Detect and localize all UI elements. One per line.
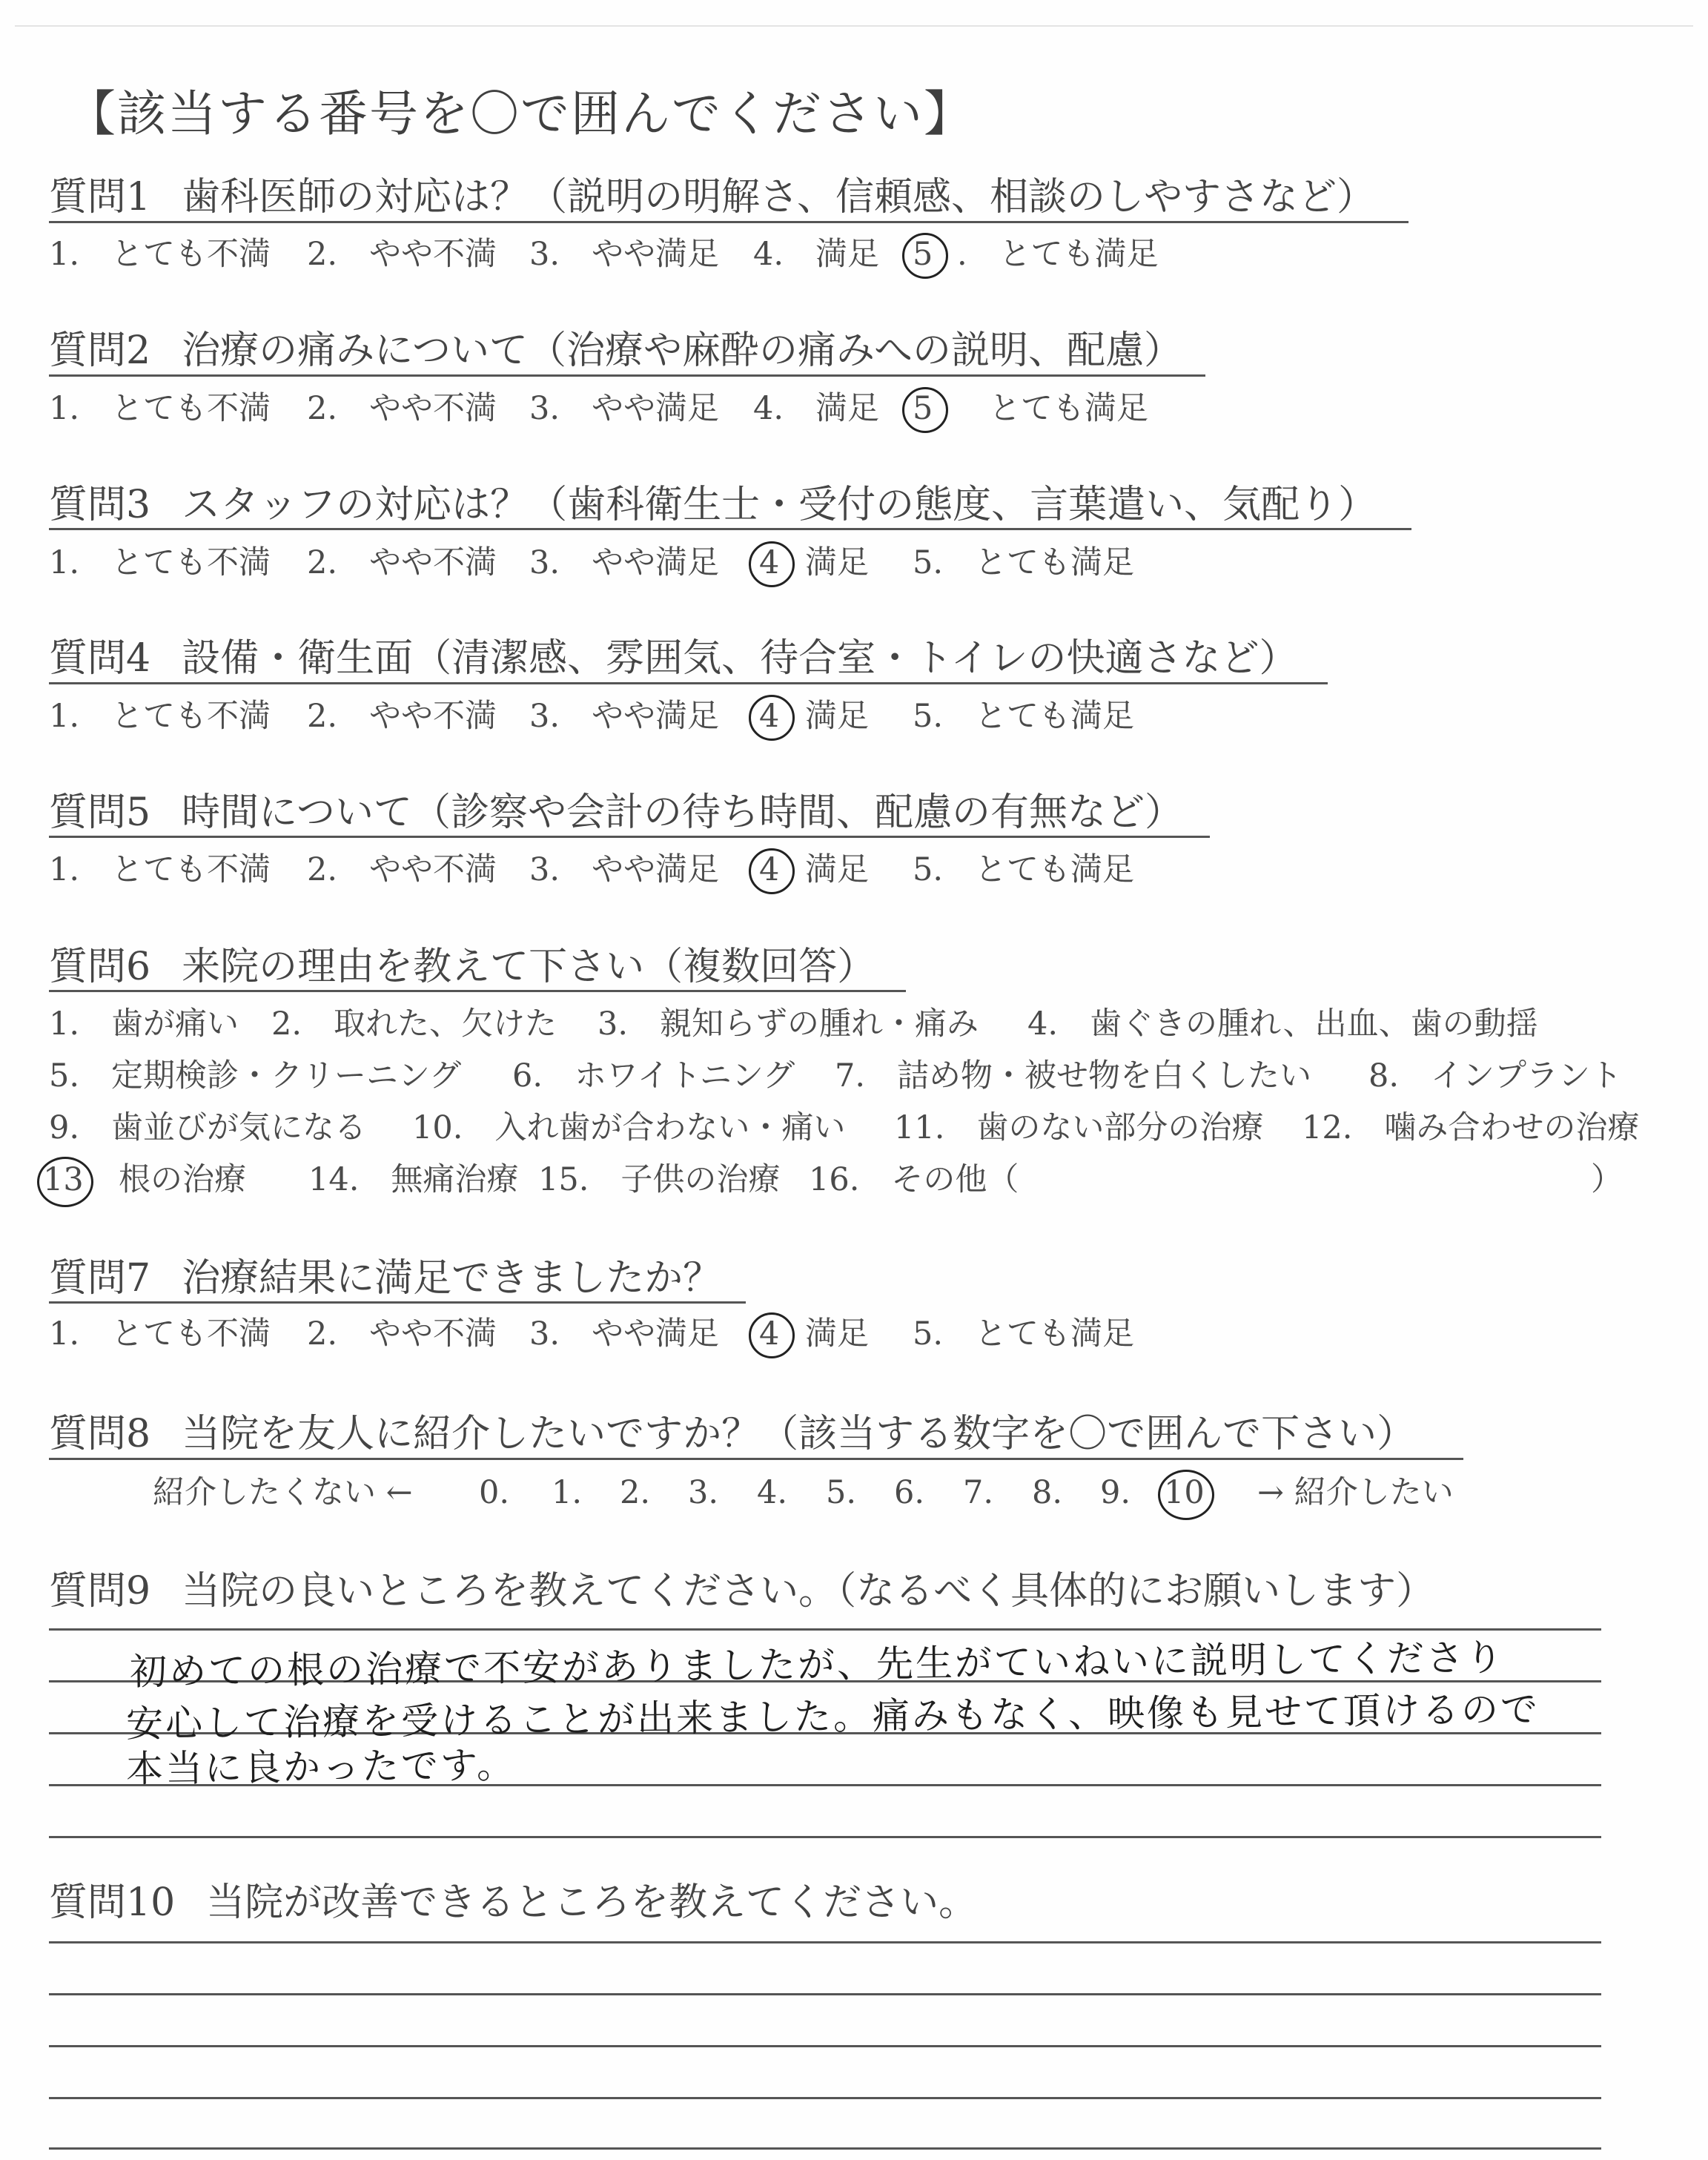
question-2-underline — [49, 374, 1205, 377]
q1-option-5-label: . とても満足 — [957, 236, 1159, 273]
question-6 — [49, 945, 876, 989]
q2-option-1[interactable]: 1. とても不満 — [49, 390, 271, 427]
question-6-label: 質問6 — [49, 945, 151, 989]
question-1-underline — [49, 221, 1409, 223]
q9-writing-line-1 — [49, 1628, 1601, 1631]
reason-6[interactable]: 6. ホワイトニング — [512, 1057, 795, 1094]
q8-score-6[interactable]: 6. — [894, 1474, 925, 1511]
reason-13-circled[interactable]: 13 — [43, 1161, 84, 1198]
question-2-title: 治療の痛みについて（治療や麻酔の痛みへの説明、配慮） — [182, 328, 1183, 373]
q8-score-4[interactable]: 4. — [757, 1474, 788, 1511]
reason-1[interactable]: 1. 歯が痛い — [49, 1005, 239, 1043]
question-1-title: 歯科医師の対応は？（説明の明解さ、信頼感、相談のしやすさなど） — [182, 175, 1376, 219]
question-5-underline — [49, 836, 1210, 838]
q10-writing-line-4 — [49, 2097, 1601, 2099]
q8-right-label: → 紹介したい — [1257, 1474, 1454, 1511]
q4-option-4-label: 満足 — [805, 698, 869, 735]
reason-16[interactable]: 16. その他（ — [809, 1161, 1019, 1198]
q3-option-4-circled[interactable]: 4 — [759, 544, 780, 581]
q7-option-2[interactable]: 2. やや不満 — [307, 1315, 497, 1353]
question-7-label: 質問7 — [49, 1256, 151, 1301]
reason-3[interactable]: 3. 親知らずの腫れ・痛み — [598, 1005, 979, 1043]
question-3-underline — [49, 528, 1411, 530]
question-10-title: 当院が改善できるところを教えてください。 — [206, 1880, 978, 1925]
q1-option-1[interactable]: 1. とても不満 — [49, 236, 271, 273]
reason-15[interactable]: 15. 子供の治療 — [538, 1161, 781, 1198]
q7-option-5[interactable]: 5. とても満足 — [913, 1315, 1135, 1353]
q8-score-8[interactable]: 8. — [1032, 1474, 1063, 1511]
question-8-label: 質問8 — [49, 1412, 151, 1456]
reason-7[interactable]: 7. 詰め物・被せ物を白くしたい — [835, 1057, 1312, 1094]
reason-16-close: ） — [1591, 1161, 1623, 1198]
q9-writing-line-5 — [49, 1836, 1601, 1838]
reason-10[interactable]: 10. 入れ歯が合わない・痛い — [412, 1109, 846, 1146]
q1-option-4[interactable]: 4. 満足 — [753, 236, 880, 273]
question-2 — [49, 328, 1183, 373]
q9-handwritten-line-2: 安心して治療を受けることが出来ました。痛みもなく、映像も見せて頂けるので — [125, 1688, 1540, 1745]
question-10 — [49, 1880, 978, 1925]
question-5-label: 質問5 — [49, 790, 151, 835]
question-1 — [49, 175, 1376, 219]
q5-option-3[interactable]: 3. やや満足 — [529, 851, 720, 888]
question-2-label: 質問2 — [49, 328, 151, 373]
question-3-label: 質問3 — [49, 483, 151, 527]
q5-option-4-circled[interactable]: 4 — [759, 851, 780, 888]
reason-2[interactable]: 2. 取れた、欠けた — [271, 1005, 557, 1043]
question-7 — [49, 1256, 722, 1301]
q7-option-4-circled[interactable]: 4 — [759, 1315, 780, 1353]
q1-option-3[interactable]: 3. やや満足 — [529, 236, 720, 273]
q2-option-5-circled[interactable]: 5 — [913, 390, 933, 427]
q4-option-2[interactable]: 2. やや不満 — [307, 698, 497, 735]
question-7-options — [49, 1315, 1135, 1353]
question-4-options — [49, 698, 1135, 735]
q8-score-10-circled[interactable]: 10 — [1164, 1474, 1205, 1511]
q7-option-1[interactable]: 1. とても不満 — [49, 1315, 271, 1353]
reason-13-label: 根の治療 — [119, 1161, 246, 1198]
reason-9[interactable]: 9. 歯並びが気になる — [49, 1109, 367, 1146]
question-6-underline — [49, 990, 906, 992]
reason-12[interactable]: 12. 噛み合わせの治療 — [1302, 1109, 1640, 1146]
question-7-underline — [49, 1301, 746, 1304]
q10-writing-line-5 — [49, 2147, 1601, 2150]
page-header: 【該当する番号を〇で囲んでください】 — [67, 85, 974, 142]
reason-8[interactable]: 8. インプラント — [1368, 1057, 1623, 1094]
question-8-underline — [49, 1458, 1463, 1460]
question-6-title: 来院の理由を教えて下さい（複数回答） — [182, 945, 876, 989]
q4-option-4-circled[interactable]: 4 — [759, 698, 780, 735]
question-10-label: 質問10 — [49, 1880, 176, 1925]
question-5 — [49, 790, 1184, 835]
reason-11[interactable]: 11. 歯のない部分の治療 — [894, 1109, 1264, 1146]
q3-option-3[interactable]: 3. やや満足 — [529, 544, 720, 581]
q5-option-4-label: 満足 — [805, 851, 869, 888]
question-1-options — [49, 236, 1159, 273]
q3-option-4-label: 満足 — [805, 544, 869, 581]
q8-score-9[interactable]: 9. — [1100, 1474, 1131, 1511]
q5-option-5[interactable]: 5. とても満足 — [913, 851, 1135, 888]
question-4 — [49, 636, 1298, 681]
question-3 — [49, 483, 1377, 527]
q8-score-1[interactable]: 1. — [552, 1474, 583, 1511]
q7-option-4-label: 満足 — [805, 1315, 869, 1353]
reason-14[interactable]: 14. 無痛治療 — [308, 1161, 519, 1198]
question-2-options — [49, 390, 1148, 427]
q8-score-3[interactable]: 3. — [688, 1474, 719, 1511]
q5-option-1[interactable]: 1. とても不満 — [49, 851, 271, 888]
q9-handwritten-line-3: 本当に良かったです。 — [125, 1743, 517, 1791]
question-4-label: 質問4 — [49, 636, 151, 681]
q2-option-2[interactable]: 2. やや不満 — [307, 390, 497, 427]
question-9 — [49, 1569, 1435, 1614]
q7-option-3[interactable]: 3. やや満足 — [529, 1315, 720, 1353]
question-3-title: スタッフの対応は？（歯科衛生士・受付の態度、言葉遣い、気配り） — [182, 483, 1377, 527]
reason-4[interactable]: 4. 歯ぐきの腫れ、出血、歯の動揺 — [1027, 1005, 1538, 1043]
q1-option-5-circled[interactable]: 5 — [913, 236, 933, 273]
question-8 — [49, 1412, 1416, 1456]
q5-option-2[interactable]: 2. やや不満 — [307, 851, 497, 888]
q3-option-1[interactable]: 1. とても不満 — [49, 544, 271, 581]
question-9-title: 当院の良いところを教えてください。（なるべく具体的にお願いします） — [182, 1569, 1435, 1614]
question-4-title: 設備・衛生面（清潔感、雰囲気、待合室・トイレの快適さなど） — [182, 636, 1298, 681]
q2-option-5-label: とても満足 — [957, 390, 1148, 427]
question-8-scale — [49, 1474, 1454, 1511]
q8-score-7[interactable]: 7. — [963, 1474, 994, 1511]
q4-option-3[interactable]: 3. やや満足 — [529, 698, 720, 735]
question-8-title: 当院を友人に紹介したいですか？（該当する数字を〇で囲んで下さい） — [182, 1412, 1416, 1456]
q10-writing-line-2 — [49, 1993, 1601, 1995]
question-7-title: 治療結果に満足できましたか？ — [182, 1256, 722, 1301]
q4-option-1[interactable]: 1. とても不満 — [49, 698, 271, 735]
q10-writing-line-1 — [49, 1941, 1601, 1943]
q8-score-0[interactable]: 0. — [479, 1474, 510, 1511]
q1-option-2[interactable]: 2. やや不満 — [307, 236, 497, 273]
q4-option-5[interactable]: 5. とても満足 — [913, 698, 1135, 735]
q2-option-4[interactable]: 4. 満足 — [753, 390, 880, 427]
question-5-title: 時間について（診察や会計の待ち時間、配慮の有無など） — [182, 790, 1184, 835]
question-3-options — [49, 544, 1135, 581]
question-1-label: 質問1 — [49, 175, 151, 219]
q8-score-2[interactable]: 2. — [620, 1474, 651, 1511]
q3-option-5[interactable]: 5. とても満足 — [913, 544, 1135, 581]
q3-option-2[interactable]: 2. やや不満 — [307, 544, 497, 581]
q2-option-3[interactable]: 3. やや満足 — [529, 390, 720, 427]
top-border — [15, 25, 1693, 27]
reason-5[interactable]: 5. 定期検診・クリーニング — [49, 1057, 462, 1094]
q10-writing-line-3 — [49, 2045, 1601, 2047]
question-9-label: 質問9 — [49, 1569, 151, 1614]
q8-left-label: 紹介したくない ← — [153, 1474, 413, 1511]
q8-score-5[interactable]: 5. — [826, 1474, 857, 1511]
q9-handwritten-line-1: 初めての根の治療で不安がありましたが、先生がていねいに説明してくださり — [129, 1636, 1506, 1694]
question-5-options — [49, 851, 1135, 888]
question-4-underline — [49, 682, 1328, 684]
